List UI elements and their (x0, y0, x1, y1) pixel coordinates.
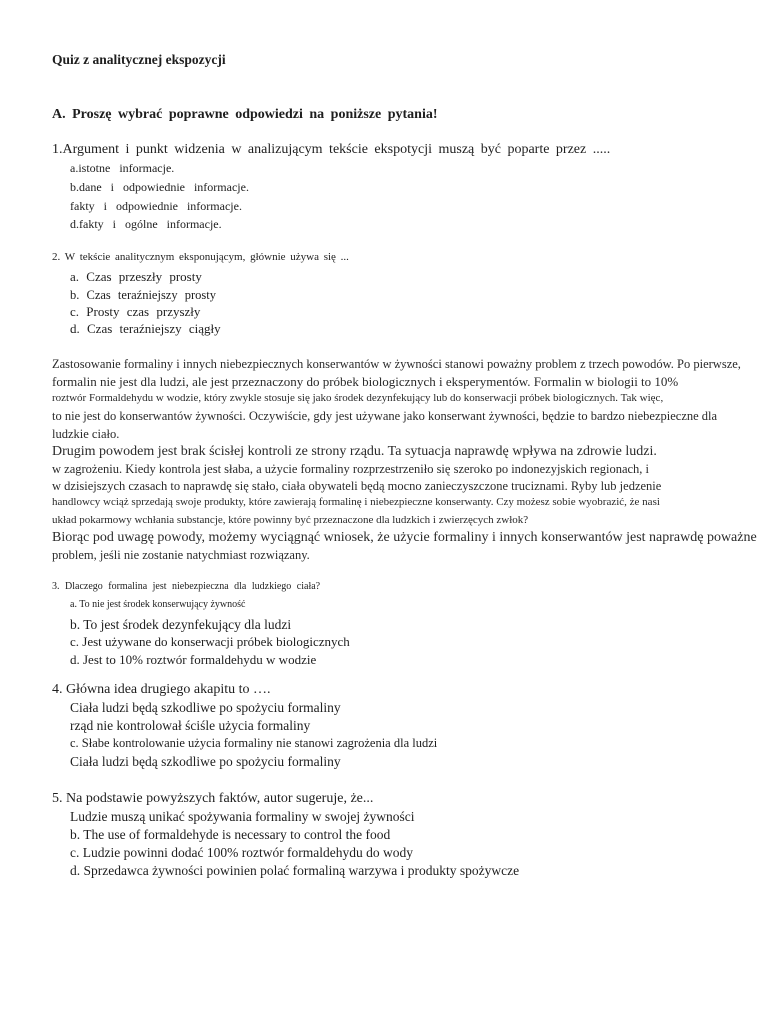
q1-option-c: fakty i odpowiednie informacje. (70, 199, 242, 213)
q3-option-b: b. To jest środek dezynfekujący dla ludzi (70, 617, 292, 632)
q4-option-a: Ciała ludzi będą szkodliwe po spożyciu formaliny (70, 700, 341, 715)
passage-line: problem, jeśli nie zostanie natychmiast rozwiązany. (52, 548, 310, 562)
question-1: 1.Argument i punkt widzenia w analizującym tekście ekspotycji muszą być poparte przez ..... (52, 142, 611, 157)
question-5: 5. Na podstawie powyższych faktów, autor sugeruje, że... (52, 791, 374, 806)
passage-line: w dzisiejszych czasach to naprawdę się stało, ciała obywateli będą mocno zanieczyszczone truciznami. Ryby lub jedzenie (52, 479, 662, 493)
passage-line: formalin nie jest dla ludzi, ale jest przeznaczony do próbek biologicznych i eksperymentów. Formalin w biologii to 10% (52, 374, 679, 389)
q2-option-b: b. Czas teraźniejszy prosty (70, 288, 216, 302)
passage-line: w zagrożeniu. Kiedy kontrola jest słaba, a użycie formaliny rozprzestrzeniło się szeroko po indonezyjskich regionach, i (52, 462, 650, 476)
passage-line: układ pokarmowy wchłania substancje, które powinny być przeznaczone dla ludzkich i zwierzęcych zwłok? (52, 514, 529, 526)
section-a-heading: A. Proszę wybrać poprawne odpowiedzi na poniższe pytania! (52, 107, 438, 122)
question-3: 3. Dlaczego formalina jest niebezpieczna dla ludzkiego ciała? (52, 581, 321, 592)
passage-line: Biorąc pod uwagę powody, możemy wyciągnąć wniosek, że użycie formaliny i innych konserwantów jest naprawdę poważne (52, 530, 757, 545)
q3-option-a: a. To nie jest środek konserwujący żywność (70, 599, 246, 610)
q1-option-b: b.dane i odpowiednie informacje. (70, 180, 249, 194)
q4-option-c: c. Słabe kontrolowanie użycia formaliny nie stanowi zagrożenia dla ludzi (70, 736, 438, 750)
passage-line: roztwór Formaldehydu w wodzie, który zwykle stosuje się jako środek dezynfekujący lub do konserwacji próbek biologicznych. Tak więc, (52, 392, 664, 404)
q2-option-c: c. Prosty czas przyszły (70, 304, 201, 319)
q5-option-c: c. Ludzie powinni dodać 100% roztwór formaldehydu do wody (70, 845, 414, 860)
q1-option-a: a.istotne informacje. (70, 161, 175, 175)
q3-option-d: d. Jest to 10% roztwór formaldehydu w wodzie (70, 652, 317, 667)
passage-line: Zastosowanie formaliny i innych niebezpiecznych konserwantów w żywności stanowi poważny problem z trzech powodów. Po pierwsze, (52, 357, 741, 371)
document-title: Quiz z analitycznej ekspozycji (52, 52, 226, 67)
passage-line: ludzkie ciało. (52, 427, 120, 441)
q5-option-b: b. The use of formaldehyde is necessary to control the food (70, 827, 391, 842)
q1-option-d: d.fakty i ogólne informacje. (70, 217, 222, 231)
q5-option-a: Ludzie muszą unikać spożywania formaliny w swojej żywności (70, 809, 415, 824)
passage-line: Drugim powodem jest brak ścisłej kontroli ze strony rządu. Ta sytuacja naprawdę wpływa na zdrowie ludzi. (52, 444, 657, 459)
question-2: 2. W tekście analitycznym eksponującym, głównie używa się ... (52, 251, 349, 263)
q4-option-d: Ciała ludzi będą szkodliwe po spożyciu formaliny (70, 754, 341, 769)
q3-option-c: c. Jest używane do konserwacji próbek biologicznych (70, 634, 350, 649)
question-4: 4. Główna idea drugiego akapitu to …. (52, 682, 271, 697)
q5-option-d: d. Sprzedawca żywności powinien polać formaliną warzywa i produkty spożywcze (70, 863, 520, 878)
q2-option-a: a. Czas przeszły prosty (70, 269, 202, 284)
q2-option-d: d. Czas teraźniejszy ciągły (70, 321, 221, 336)
passage-line: handlowcy wciąż sprzedają swoje produkty, które zawierają formalinę i niebezpieczne konserwanty. Czy możesz sobie wyobrazić, że nasi (52, 496, 660, 508)
passage-line: to nie jest do konserwantów żywności. Oczywiście, gdy jest używane jako konserwant żywności, będzie to bardzo niebezpieczne dla (52, 409, 718, 423)
q4-option-b: rząd nie kontrolował ściśle użycia formaliny (70, 718, 311, 733)
